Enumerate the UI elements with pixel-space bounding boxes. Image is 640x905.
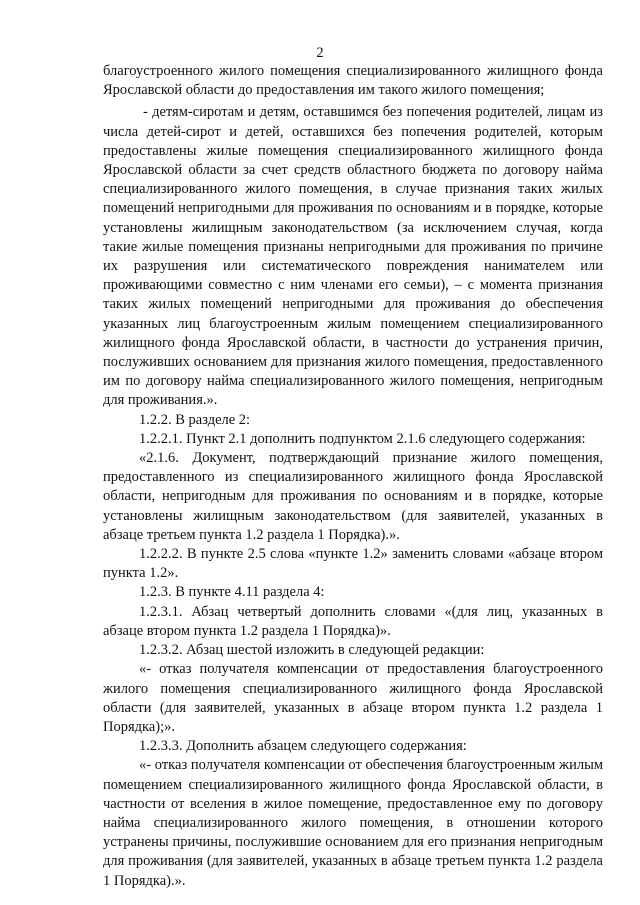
paragraph-section-2-heading: 1.2.2. В разделе 2: xyxy=(139,411,251,428)
paragraph-continuation: благоустроенного жилого помещения специализированного жилищного фонда Ярославской области до предоставления им такого жилого помещения; xyxy=(103,63,603,99)
document-body xyxy=(103,62,603,891)
paragraph-1-2-3-1: 1.2.3.1. Абзац четвертый дополнить словами «(для лиц, указанных в абзаце втором пункта 1.2 раздела 1 Порядка)». xyxy=(103,603,603,639)
paragraph-1-2-2-1: 1.2.2.1. Пункт 2.1 дополнить подпунктом 2.1.6 следующего содержания: xyxy=(139,430,586,447)
paragraph-1-2-3-3: 1.2.3.3. Дополнить абзацем следующего содержания: xyxy=(139,738,467,755)
paragraph-orphans-clause: - детям-сиротам и детям, оставшимся без попечения родителей, лицам из числа детей-сирот и детей, оставшихся без попечения родителей, которым предоставлены жилые помещения специализированного жилищного фонда Ярославской области за счет средств областного бюджета по договору найма специализированного жилого помещения, в случае признания таких жилых помещений непригодными для проживания по основаниям и в порядке, которые установлены жилищным законодательством (за исключением случая, когда такие жилые помещения признаны непригодными для проживания по причине их разрушения или систематического повреждения нанимателем или проживающими совместно с ним членами его семьи), – с момента признания таких жилых помещений непригодными для проживания до обеспечения указанных лиц благоустроенным жилым помещением специализированного жилищного фонда Ярославской области, в частности до устранения причин, послуживших основанием для признания жилого помещения, предоставленного им по договору найма специализированного жилого помещения, непригодным для проживания.». xyxy=(103,104,603,409)
paragraph-refusal-housing: «- отказ получателя компенсации от предоставления благоустроенного жилого помещения специализированного жилищного фонда Ярославской области (для заявителей, указанных в абзаце втором пункта 1.2 раздела 1 Порядка);». xyxy=(103,661,603,735)
paragraph-2-1-6: «2.1.6. Документ, подтверждающий признание жилого помещения, предоставленного из специализированного жилищного фонда Ярославской области, непригодным для проживания по основаниям и в порядке, которые установлены жилищным законодательством (для заявителей, указанных в абзаце третьем пункта 1.2 раздела 1 Порядка).». xyxy=(103,450,603,543)
paragraph-1-2-3-2: 1.2.3.2. Абзац шестой изложить в следующей редакции: xyxy=(139,642,485,659)
paragraph-1-2-3: 1.2.3. В пункте 4.11 раздела 4: xyxy=(139,584,325,601)
paragraph-refusal-provision: «- отказ получателя компенсации от обеспечения благоустроенным жилым помещением специализированного жилищного фонда Ярославской области, в частности от вселения в жилое помещение, предоставленное ему по договору найма специализированного жилого помещения, в отношении которого устранены причины, послужившие основанием для его признания непригодным для проживания (для заявителей, указанных в абзаце третьем пункта 1.2 раздела 1 Порядка).». xyxy=(103,757,603,889)
paragraph-1-2-2-2: 1.2.2.2. В пункте 2.5 слова «пункте 1.2» заменить словами «абзаце втором пункта 1.2». xyxy=(103,546,603,582)
page-number: 2 xyxy=(316,45,324,61)
